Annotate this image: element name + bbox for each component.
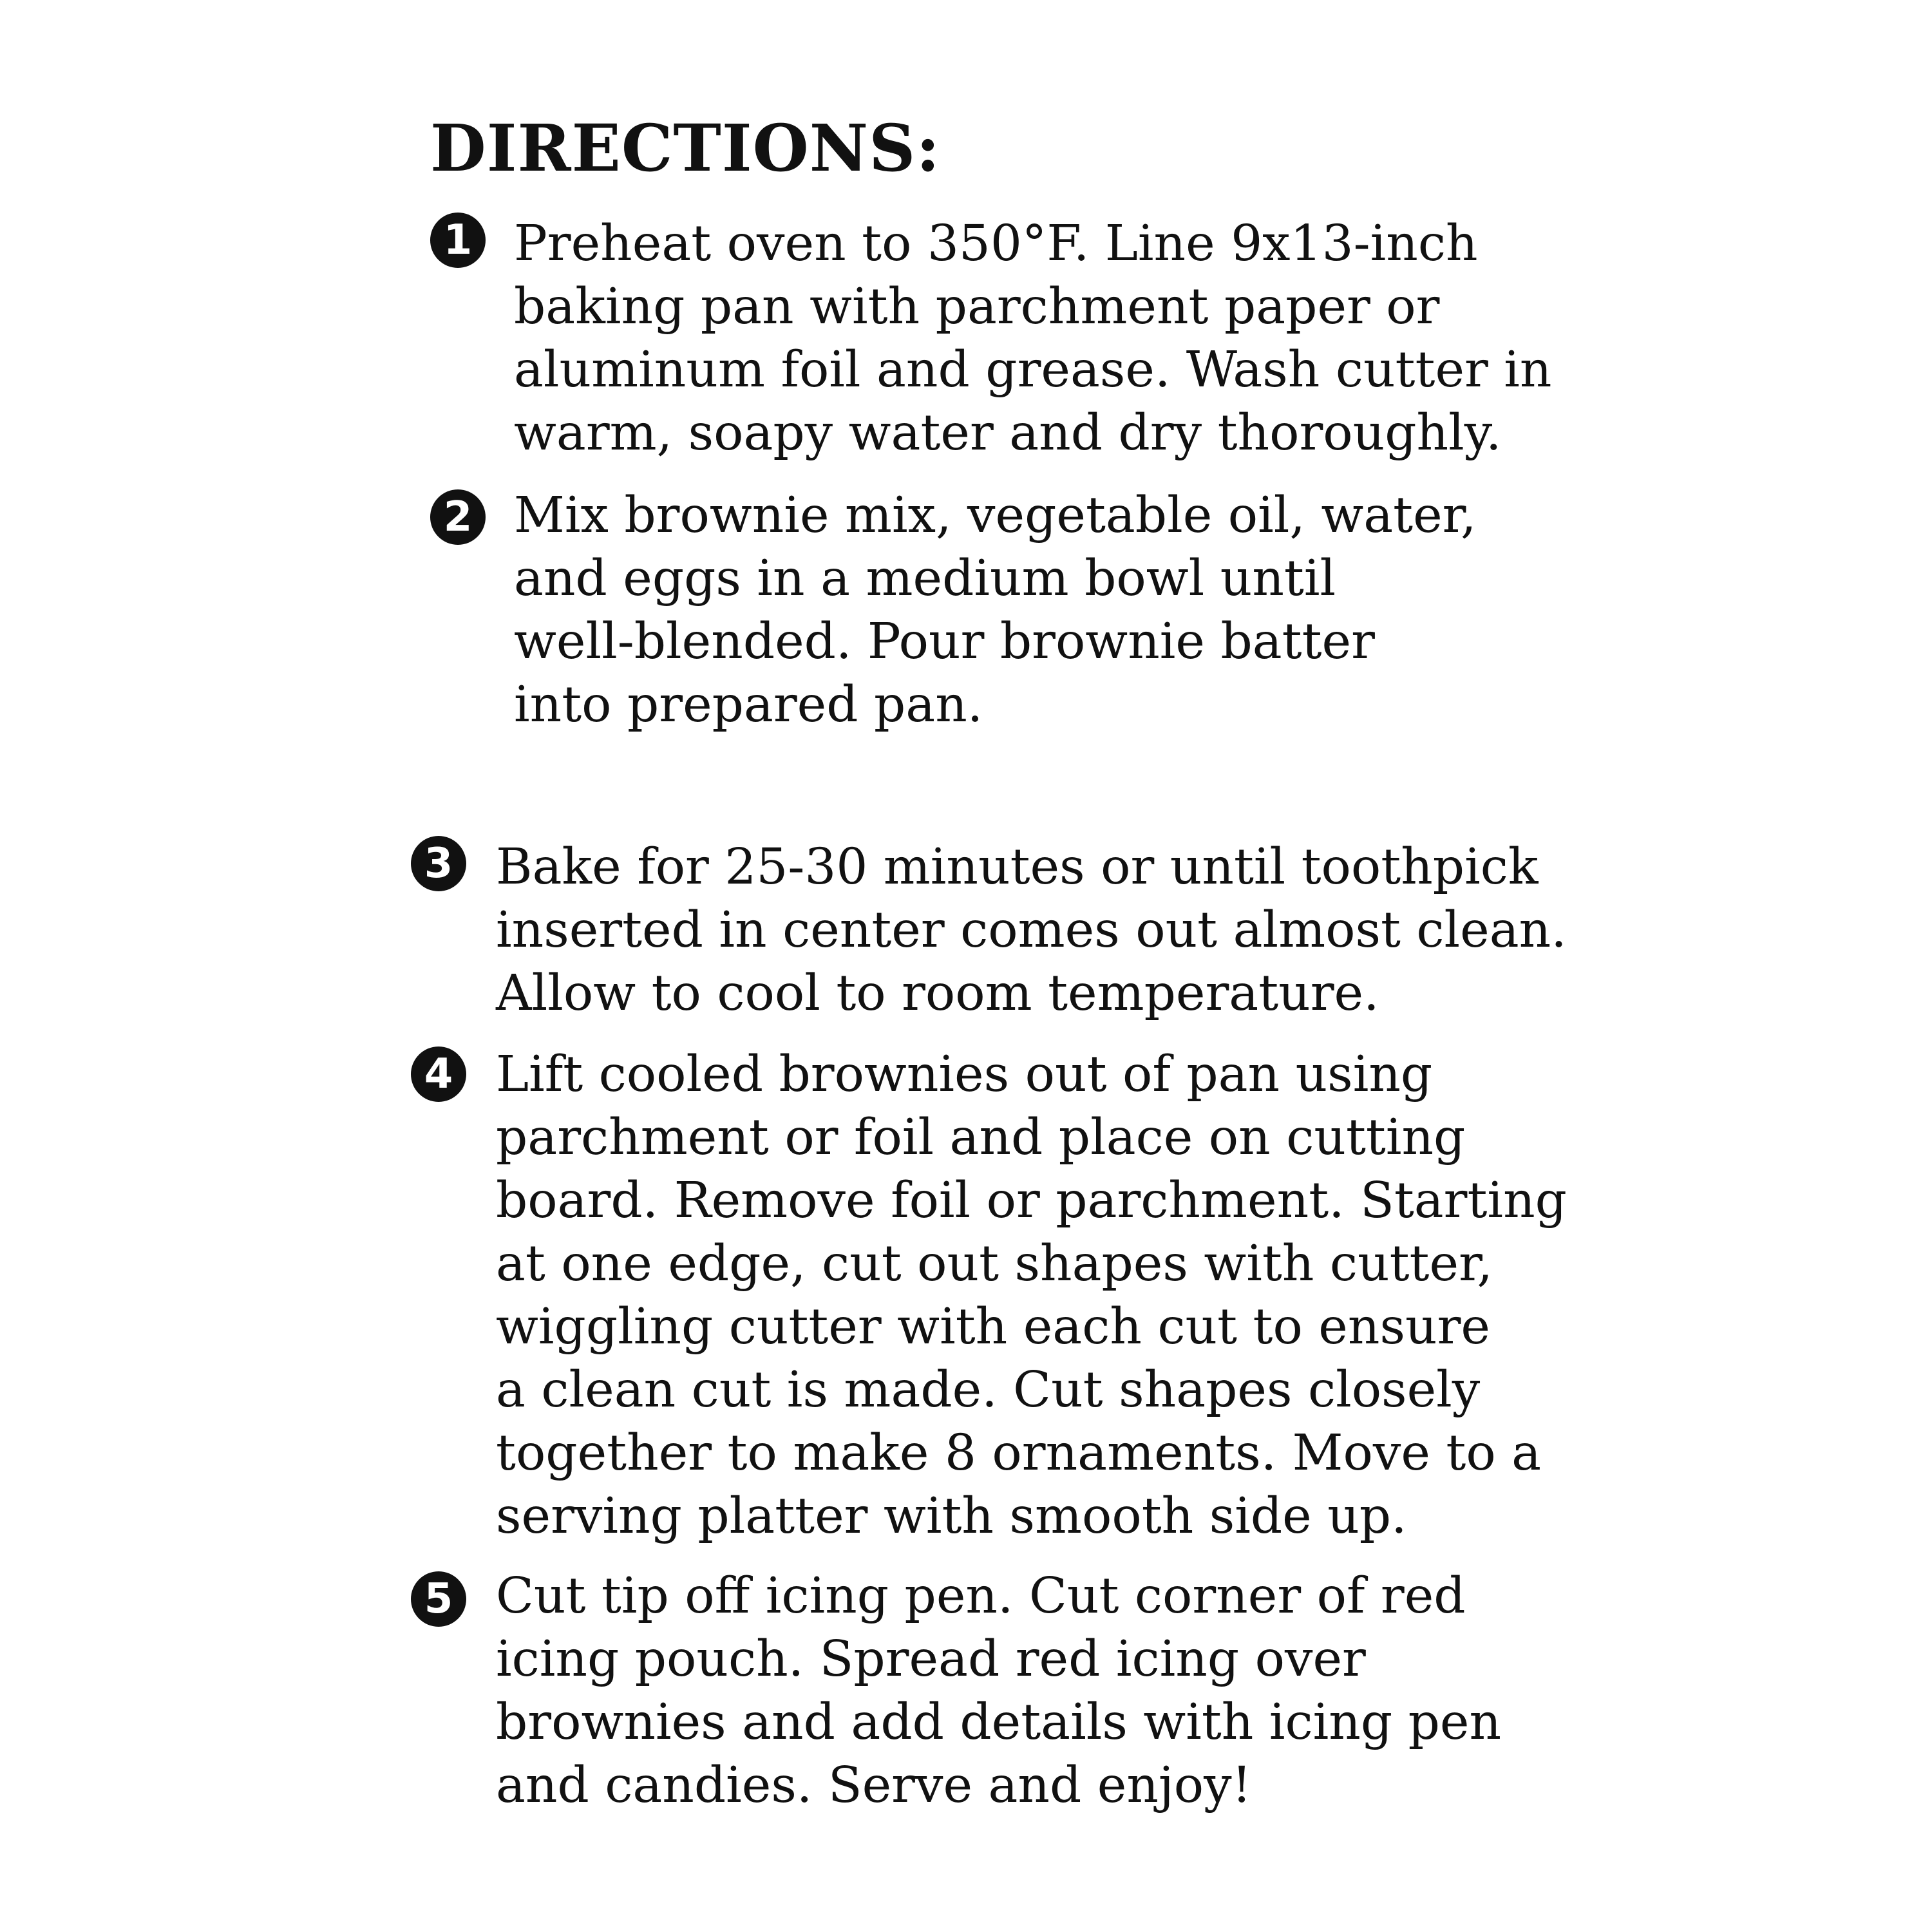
- step-line: well-blended. Pour brownie batter: [514, 613, 1375, 670]
- step-line: at one edge, cut out shapes with cutter,: [496, 1235, 1493, 1293]
- step-text: [496, 1565, 1501, 1817]
- step-line: Mix brownie mix, vegetable oil, water,: [514, 487, 1477, 544]
- step-number-badge: 2: [430, 489, 486, 545]
- step-line: Preheat oven to 350°F. Line 9x13-inch: [514, 215, 1478, 272]
- step-number-badge: 1: [430, 213, 486, 268]
- step-line: into prepared pan.: [514, 676, 983, 734]
- step-line: parchment or foil and place on cutting: [496, 1109, 1466, 1166]
- step-line: a clean cut is made. Cut shapes closely: [496, 1361, 1481, 1419]
- step-number-badge: 4: [411, 1046, 466, 1102]
- directions-title: DIRECTIONS:: [430, 110, 941, 186]
- step-number-badge: 5: [411, 1571, 466, 1627]
- step-line: together to make 8 ornaments. Move to a: [496, 1425, 1542, 1482]
- step-number-badge: 3: [411, 836, 466, 891]
- step-line: board. Remove foil or parchment. Starting: [496, 1172, 1567, 1229]
- step-line: baking pan with parchment paper or: [514, 278, 1440, 336]
- step-line: aluminum foil and grease. Wash cutter in: [514, 341, 1552, 399]
- step-line: serving platter with smooth side up.: [496, 1488, 1407, 1545]
- step-text: [514, 484, 1476, 737]
- step-line: Allow to cool to room temperature.: [496, 965, 1379, 1022]
- step-line: Lift cooled brownies out of pan using: [496, 1046, 1433, 1103]
- step-line: and eggs in a medium bowl until: [514, 550, 1336, 607]
- step-text: [496, 836, 1567, 1025]
- step-line: warm, soapy water and dry thoroughly.: [514, 404, 1502, 462]
- step-text: [514, 213, 1552, 465]
- step-line: icing pouch. Spread red icing over: [496, 1631, 1366, 1688]
- step-line: Bake for 25-30 minutes or until toothpick: [496, 838, 1539, 896]
- step-text: [496, 1043, 1567, 1548]
- step-line: Cut tip off icing pen. Cut corner of red: [496, 1567, 1466, 1625]
- step-line: brownies and add details with icing pen: [496, 1694, 1502, 1751]
- step-line: wiggling cutter with each cut to ensure: [496, 1298, 1490, 1356]
- step-line: and candies. Serve and enjoy!: [496, 1757, 1252, 1814]
- step-line: inserted in center comes out almost clean.: [496, 902, 1567, 959]
